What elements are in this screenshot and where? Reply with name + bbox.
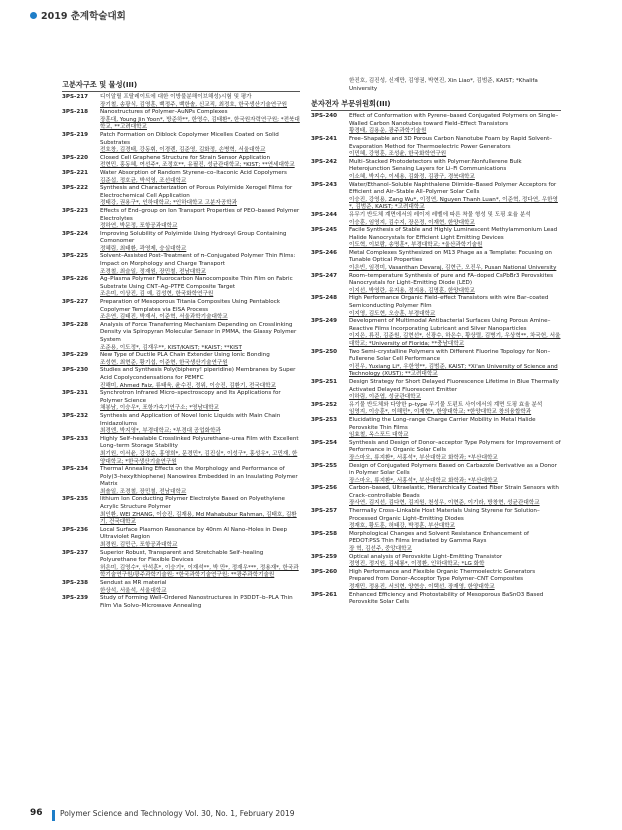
abstract-entry (311, 531, 561, 554)
entry-authors: 이승훈, 임영지, 김수지, 장은정, 이재현, 한양대학교 (349, 219, 475, 226)
entry-authors: 최경엔, 박지영*, 부경대학교; *부경대 공업화학과 (100, 428, 221, 435)
entry-authors: 임효철, 옥스포드 대학교 (349, 432, 409, 439)
entry-authors: 진해미, Ahmed Faiz, 류태욱, 윤수진, 정위, 이승진, 김환기, 전국대학교 (100, 382, 276, 389)
entry-title: Solvent–Assisted Post–Treatment of π–Conjugated Polymer Thin Films: Impact on Morphology and Charge Transport (100, 253, 296, 268)
entry-code: 3PS-260 (311, 568, 338, 575)
entry-title: Elucidating the Long–range Charge Carrier Mobility in Metal Halide Perovskite Thin Films (349, 416, 536, 431)
bullet-icon (30, 12, 37, 19)
entry-code: 3PS-226 (62, 276, 89, 283)
entry-body (349, 349, 561, 379)
entry-title: Water/Ethanol–Soluble Naphthalene Diimide–Based Polymer Acceptors for Efficient and Air–Stable All–Polymer Solar Cells (349, 181, 557, 196)
entry-authors: 장 혁, 김선주, 중앙대학교 (349, 546, 412, 553)
entry-authors: 최인환, WEI ZHANG, 이승진, 김재용, Md Mahabubur Rahman, 김태호, 김환기, 건국대학교 (100, 511, 297, 526)
entry-authors: 이은빈, 임경미, Vasanthan Devaraj, 김현근, 오진우, Pusan National University (349, 265, 557, 272)
entry-body (349, 485, 561, 508)
entry-title: High Performance Organic Field–effect Transistors with wire Bar–coated Semiconducting Polymer Film (349, 295, 549, 310)
abstract-entry (311, 592, 561, 607)
entry-code: 3PS-225 (62, 253, 89, 260)
entry-code: 3PS-220 (62, 154, 89, 161)
entry-authors: 조성현, 최현준, 황기섭, 이준현, 한국생산기술연구원 (100, 359, 228, 366)
entry-authors: 조은연, 김태진, 박재서, 이준혁, 서울과학기술대학교 (100, 314, 228, 321)
entry-code: 3PS-248 (311, 295, 338, 302)
entry-code: 3PS-257 (311, 508, 338, 515)
entry-authors: 최경원, 김민근, 포항공과대학교 (100, 542, 178, 549)
entry-body (349, 417, 561, 440)
entry-title: Metal Complexes Synthesized on M13 Phage as a Template: Focusing on Tunable Optical Properties (349, 249, 552, 264)
entry-authors: 이승진, 강영용, Zang Wu*, 이정연, Nguyen Thanh Luan*, 이준혁, 정다연, 우한영*, 김범준, KAIST; *고려대학교 (349, 196, 558, 211)
abstract-entry (62, 352, 300, 367)
entry-body (349, 569, 561, 592)
entry-code: 3PS-239 (62, 595, 89, 602)
entry-title: Studies and Synthesis Poly(bipheny! piperidine) Membranes by Super Acid Copolycondensations for PEMFC (100, 367, 296, 381)
entry-code: 3PS-233 (62, 435, 89, 442)
entry-body (349, 592, 561, 607)
entry-title: Analysis of Force Transferring Mechanism Depending on Crosslinking Density via Spiropyran Molecular Sensor in PMMA, the Glassy Polymer System (100, 321, 297, 343)
entry-code: 3PS-234 (62, 466, 89, 473)
entry-authors: 장사연, 김지선, 김다현, 김지원, 천성우, 이현준, 이기라, 방창현, 성균관대학교 (349, 500, 540, 507)
abstract-entry (62, 466, 300, 496)
entry-authors: 장스마오, 류지환*, 서홍석*, 부산대학교 화학과; *부산대학교 (349, 454, 498, 461)
abstract-entry (311, 379, 561, 402)
abstract-entry (311, 508, 561, 531)
entry-body (100, 208, 300, 231)
entry-title: Patch Formation on Diblock Copolymer Micelles Coated on Solid Substrates (100, 131, 279, 146)
entry-list (311, 113, 561, 607)
section-title: 고분자구조 및 물성(III) (62, 80, 300, 92)
entry-body (100, 231, 300, 254)
entry-title: Preparation of Mesoporous Titania Composites Using Pentablock Copolymer Templates via EISA Process (100, 299, 281, 313)
entry-code: 3PS-250 (311, 348, 338, 355)
entry-authors: 전현민, 홍동혜, 여선주*, 조정호**, 유필진, 성균관대학교; *KIST; **연세대학교 (100, 162, 295, 169)
abstract-entry (62, 94, 300, 109)
entry-authors: 장스마오, 류지환*, 서홍석*, 부산대학교 화학과; *부산대학교 (349, 477, 498, 484)
abstract-entry (311, 554, 561, 569)
entry-code: 3PS-218 (62, 109, 89, 116)
abstract-entry (62, 253, 300, 276)
entry-title: High Performance and Flexible Organic Thermoelectric Generators Prepared from Donor–Acceptor Type Polymer–CNT Composites (349, 568, 536, 583)
entry-body (100, 496, 300, 526)
entry-authors: 김준섭, 정호균, 박석영, 조선대학교 (100, 177, 187, 184)
abstract-entry (62, 155, 300, 170)
entry-body (100, 367, 300, 390)
entry-authors: 정혜림, 최태환, 곽영제, 숭실대학교 (100, 245, 187, 252)
entry-body (100, 276, 300, 299)
entry-code: 3PS-241 (311, 135, 338, 142)
abstract-entry (62, 299, 300, 322)
entry-body (349, 508, 561, 531)
entry-title: Thermal Annealing Effects on the Morphology and Performance of Poly(3–hexylthiophene) Nanowires Embedded in an Insulating Polymer Matrix (100, 466, 298, 488)
entry-title: Morphological Changes and Solvent Resistance Enhancement of PEDOT:PSS Thin Films Irradiated by Gamma Rays (349, 530, 530, 545)
entry-body (349, 227, 561, 250)
entry-code: 3PS-228 (62, 321, 89, 328)
entry-code: 3PS-255 (311, 462, 338, 469)
entry-code: 3PS-219 (62, 131, 89, 138)
conference-title: 2019 춘계학술대회 (41, 11, 126, 22)
entry-body (100, 185, 300, 208)
entry-body (100, 253, 300, 276)
entry-title: Multi–Stacked Photodetectors with Polymer:Nonfullerene Bulk Heterojunction Sensing Layers for Li–Fi Communications (349, 158, 522, 173)
entry-authors: 정영진, 정지원, 김세룡*, 이정환, 인하대학교; *LG 화학 (349, 561, 485, 568)
abstract-entry (311, 318, 561, 348)
entry-body (349, 273, 561, 296)
abstract-entry (62, 185, 300, 208)
entry-authors: 조준용, 이도정*, 김재우**, KIST/KAIST; *KAIST; **KIST (100, 344, 242, 351)
entry-body (100, 299, 300, 322)
abstract-entry (62, 496, 300, 526)
abstract-entry (311, 463, 561, 486)
abstract-entry (62, 436, 300, 466)
entry-authors: 임영지, 이승훈*, 이해민*, 이재현*, 한양대학교; *한양대학교 창의융합학과 (349, 409, 532, 416)
entry-title: 유무기 반도체 계면에서의 레이저 레벨에 따른 착물 형성 및 도핑 효율 분석 (349, 211, 531, 218)
entry-body (349, 159, 561, 182)
entry-list (62, 94, 300, 610)
entry-title: Synthesis and Characterization of Porous Polyimide Xerogel Films for Electrochemical Cell Application (100, 185, 293, 199)
entry-body (100, 322, 300, 352)
entry-title: Free–Shapable and 3D Porous Carbon Nanotube Foam by Rapid Solvent–Evaporation Method for Thermoelectric Power Generators (349, 135, 553, 150)
entry-body (349, 554, 561, 569)
entry-body (349, 379, 561, 402)
entry-authors: 정재호, 황도훈, 허태강, 박정훈, 부산대학교 (349, 523, 456, 530)
entry-authors: 황경태, 김용운, 광주과학기술원 (349, 128, 427, 135)
entry-authors: 정하연, 박문정, 포항공과대학교 (100, 223, 178, 230)
entry-body (349, 182, 561, 212)
abstract-entry (62, 208, 300, 231)
entry-title: Highly Self–healable Crosslinked Polyurethane–urea Film with Excellent Long–term Storage Stability (100, 435, 299, 450)
entry-title: Design Strategy for Short Delayed Fluorescence Lifetime in Blue Thermally Activated Delayed Fluorescent Emitter (349, 378, 559, 393)
entry-code: 3PS-247 (311, 272, 338, 279)
entry-title: Ag–Plasma Polymer Fluorocarbon Nanocomposite Thin Film on Fabric Substrate Using CNT–Ag–PTFE Composite Target (100, 276, 293, 290)
abstract-entry (311, 273, 561, 296)
entry-code: 3PS-229 (62, 352, 89, 359)
abstract-entry (62, 595, 300, 610)
abstract-entry (62, 170, 300, 185)
continued-authors: 한진호, 김진성, 신재만, 김영권, 박현진, Xin Liao*, 김범준, KAIST; *Khalifa University (349, 78, 538, 92)
entry-authors: 한상석, 서울석, 서울대학교 (100, 587, 167, 594)
entry-code: 3PS-242 (311, 158, 338, 165)
abstract-entry (62, 527, 300, 550)
entry-title: Synchrotron Infrared Micro–spectroscopy and Its Applications for Polymer Science (100, 390, 281, 404)
abstract-entry (311, 402, 561, 417)
entry-body (100, 413, 300, 436)
abstract-entry (62, 132, 300, 155)
abstract-entry (62, 276, 300, 299)
entry-code: 3PS-227 (62, 299, 89, 306)
entry-authors: 전호창, 김경태, 강동휘, 이경렌, 김준영, 김화정, 손병혁, 서울대학교 (100, 147, 266, 154)
entry-code: 3PS-232 (62, 412, 89, 419)
abstract-entry (311, 295, 561, 318)
entry-title: Superior Robust, Transparent and Stretchable Self–healing Polyurethane for Flexible Devices (100, 549, 264, 564)
entry-title: Water Absorption of Random Styrene–co–Itaconic Acid Copolymers (100, 169, 287, 176)
entry-code: 3PS-243 (311, 181, 338, 188)
abstract-entry (62, 231, 300, 254)
entry-title: New Type of Ductile PLA Chain Extender Using Ionic Bonding (100, 352, 270, 359)
entry-authors: 이지은, 류진, 김준원, 김현선*, 신광수, 하은수, 황상렬, 김병기, 우상혁**, 차국헌, 서울대학교; *University of Florida; **충남대학교 (349, 333, 561, 347)
entry-code: 3PS-236 (62, 526, 89, 533)
entry-code: 3PS-254 (311, 439, 338, 446)
entry-body (100, 132, 300, 155)
entry-body (100, 436, 300, 466)
abstract-entry (311, 485, 561, 508)
entry-body (349, 212, 561, 227)
entry-code: 3PS-223 (62, 207, 89, 214)
abstract-entry (62, 390, 300, 413)
entry-authors: 조은미, 이상진, 김 예, 김성현, 한국화학연구원 (100, 291, 214, 298)
footer-accent-bar (52, 810, 55, 821)
entry-body (100, 527, 300, 550)
entry-title: Optical analysis of Perovskite Light–Emitting Transistor (349, 553, 503, 560)
abstract-entry (311, 182, 561, 212)
entry-authors: 이지선, 박영란, 유지용, 정지용, 김명훈, 한양대학교 (349, 287, 475, 294)
entry-authors: 장훈대, Young Jin Yoon*, 방준하**, 한영수, 김태환*, 한국원자력연구원; *전북대학교, **고려대학교 (100, 116, 300, 131)
entry-body (100, 595, 300, 610)
entry-body (349, 113, 561, 136)
entry-authors: 이진우, Yuxiang Li*, 우한영**, 김범준, KAIST; *Xi'an University of Science and Technology (XUST); **고려대학교 (349, 363, 558, 378)
abstract-entry (311, 136, 561, 159)
abstract-entry (62, 413, 300, 436)
entry-title: Sendust as MR material (100, 580, 167, 586)
entry-title: Improving Solubility of Polyimide Using Hydroxyl Group Containing Comonomer (100, 230, 287, 245)
entry-title: Nanostructures of Polymer–AuNPs Complexes (100, 109, 228, 116)
abstract-entry (311, 349, 561, 379)
entry-authors: 최기원, 이서윤, 강정순, 홍영희*, 문경민*, 김진실*, 이성구*, 홍성우*, 고민재, 한양대학교; *한국생산기술연구원 (100, 450, 298, 465)
entry-title: Local Surface Plasmon Resonance by 40nm Al Nano–Holes in Deep Ultraviolet Region (100, 526, 288, 541)
entry-body (100, 390, 300, 413)
entry-title: Room–temperature Synthesis of pure and FA–doped CsPbBr3 Perovskites Nanocrystals for Light–Emitting Diode (LED) (349, 272, 553, 287)
entry-body (100, 466, 300, 496)
entry-title: Two Semi–crystalline Polymers with Different Fluorine Topology for Non–Fullerene Solar Cell Performance (349, 348, 551, 363)
abstract-entry (62, 109, 300, 132)
entry-title: Thermally Cross–Linkable Host Materials Using Styrene for Solution–Processed Organic Light–Emitting Diodes (349, 508, 540, 522)
abstract-entry (62, 367, 300, 390)
entry-authors: 이민혜, 강명훈, 조성윤, 한국화학연구원 (349, 151, 447, 158)
entry-body (349, 295, 561, 318)
entry-title: Facile Synthesis of Stable and Highly Luminescent Methylammonium Lead Halide Nanocrystals for Efficient Light Emitting Devices (349, 227, 558, 241)
entry-authors: 이하림, 이준엽, 성균관대학교 (349, 394, 421, 401)
entry-title: Effects of End–group on Ion Transport Properties of PEO–based Polymer Electrolytes (100, 207, 300, 222)
entry-body (100, 580, 300, 595)
entry-title: Study of Forming Well–Ordered Nanostructures in P3DDT–b–PLA Thin Film Via Solvo–Microwave Annealing (100, 595, 293, 609)
entry-code: 3PS-240 (311, 113, 338, 120)
page-number: 96 (30, 808, 43, 818)
entry-code: 3PS-235 (62, 496, 89, 503)
entry-body (100, 550, 300, 580)
entry-code: 3PS-238 (62, 580, 89, 586)
entry-body (100, 109, 300, 132)
section-title: 분자전자 부문위원회(III) (311, 99, 561, 111)
entry-title: Design of Conjugated Polymers Based on Carbazole Derivative as a Donor in Polymer Solar Cells (349, 462, 557, 477)
entry-authors: 이도혁, 이보람, 송명훈*, 부경대학교; *울산과학기술원 (349, 242, 483, 249)
entry-code: 3PS-231 (62, 390, 89, 397)
conference-header (30, 8, 126, 22)
entry-code: 3PS-253 (311, 416, 338, 423)
entry-body (349, 440, 561, 463)
entry-code: 3PS-252 (311, 401, 338, 408)
entry-title: 유기물 반도체와 다양한 p–type 무기물 도펀트 사이에서의 계면 도핑 효율 분석 (349, 401, 543, 408)
entry-body (100, 94, 300, 109)
entry-code: 3PS-221 (62, 169, 89, 176)
entry-code: 3PS-217 (62, 94, 89, 100)
entry-code: 3PS-230 (62, 367, 89, 374)
entry-authors: 이소혜, 박지수, 이세용, 김화정, 김광구, 경북대학교 (349, 173, 475, 180)
abstract-entry (311, 417, 561, 440)
entry-body (100, 155, 300, 170)
entry-authors: 채봉남, 이승우*, 포항가속기연구소; *영남대학교 (100, 405, 220, 412)
entry-title: lithium Ion Conducting Polymer Electrolyte Based on Polyethylene Acrylic Structure Polymer (100, 496, 285, 511)
entry-title: Development of Multimodal Antibacterial Surfaces Using Porous Amine–Reactive Films Incorporating Lubricant and Silver Nanoparticles (349, 318, 551, 332)
entry-authors: 조경철, 최슬일, 정재원, 장민철, 전남대학교 (100, 268, 207, 275)
abstract-entry (311, 227, 561, 250)
entry-body (349, 531, 561, 554)
entry-body (349, 136, 561, 159)
entry-code: 3PS-261 (311, 591, 338, 598)
right-column (311, 78, 561, 607)
entry-code: 3PS-256 (311, 485, 338, 492)
entry-authors: 정태강, 권용구*, 인하대학교; *인하대학교 고분자공학과 (100, 200, 238, 207)
entry-title: Synthesis and Application of Novel Ionic Liquids with Main Chain Imidazoliums (100, 412, 281, 427)
entry-authors: 허은미, 김영수*, 안석훈*, 이승기*, 이재석**, 박 만*, 정재우***, 정용재*, 한국과학기술연구원/광주과학기술원; *한국과학기술연구원; **광주과학기술원 (100, 564, 299, 579)
entry-authors: 최솔일, 조경철, 장민철, 전남대학교 (100, 488, 187, 495)
abstract-entry (311, 440, 561, 463)
abstract-entry (311, 159, 561, 182)
abstract-entry (311, 212, 561, 227)
page-footer (0, 806, 622, 826)
entry-authors: 정재민, 정용진, 서의현, 양현승, 이택선, 장재영, 한양대학교 (349, 584, 495, 590)
entry-authors: 이지영, 김도현, 오승훈, 부경대학교 (349, 310, 436, 317)
entry-code: 3PS-224 (62, 230, 89, 237)
entry-body (349, 250, 561, 273)
abstract-entry (311, 250, 561, 273)
abstract-entry (62, 550, 300, 580)
journal-info: Polymer Science and Technology Vol. 30, No. 1, February 2019 (60, 809, 295, 818)
entry-code: 3PS-249 (311, 318, 338, 325)
entry-body (349, 402, 561, 417)
entry-code: 3PS-246 (311, 249, 338, 256)
entry-body (100, 352, 300, 367)
entry-code: 3PS-251 (311, 378, 338, 385)
entry-code: 3PS-259 (311, 553, 338, 560)
entry-code: 3PS-222 (62, 185, 89, 192)
abstract-entry (62, 322, 300, 352)
entry-title: 디이알릴 프탈레이트에 대한 이방불분해이브해성)시험 및 평가 (100, 94, 252, 100)
entry-title: Carbon–based, Ultraelastic, Hierarchically Coated Fiber Strain Sensors with Crack–controllable Beads (349, 485, 559, 499)
entry-body (100, 170, 300, 185)
entry-authors: 장기철, 송광식, 김영훈, 백정주, 백한솔, 신교직, 최정호, 한국생산기술연구원 (100, 101, 288, 108)
entry-body (349, 318, 561, 348)
abstract-entry (311, 113, 561, 136)
entry-title: Synthesis and Design of Donor–acceptor Type Polymers for Improvement of Performance in Organic Solar Cells (349, 439, 561, 454)
entry-title: Closed Cell Graphene Structure for Strain Sensor Application (100, 154, 270, 161)
entry-code: 3PS-245 (311, 227, 338, 234)
entry-title: Effect of Conformation with Pyrene–based Conjugated Polymers on Single–Walled Carbon Nanotubes toward Field–Effect Transistors (349, 113, 559, 127)
entry-code: 3PS-258 (311, 530, 338, 537)
abstract-entry (311, 569, 561, 592)
entry-body (349, 463, 561, 486)
abstract-entry (62, 580, 300, 595)
entry-code: 3PS-244 (311, 211, 338, 218)
left-column (62, 80, 300, 610)
entry-title: Enhanced Efficiency and Photostability of Mesoporous BaSnO3 Based Perovskite Solar Cells (349, 591, 544, 606)
entry-code: 3PS-237 (62, 549, 89, 556)
